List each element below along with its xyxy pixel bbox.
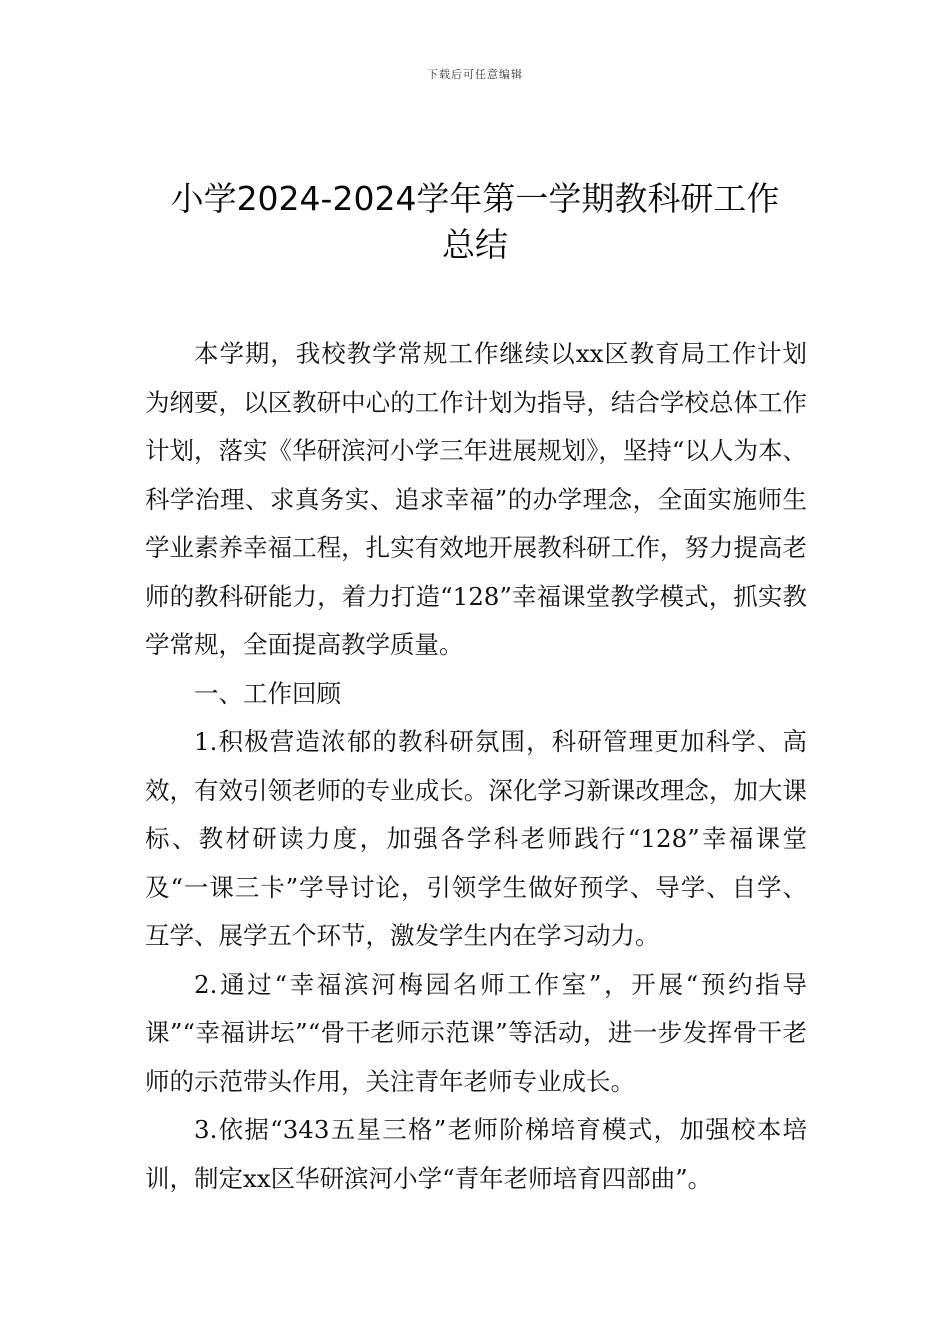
paragraph-item-1: 1.积极营造浓郁的教科研氛围，科研管理更加科学、高效，有效引领老师的专业成长。深化学习新课改理念，加大课标、教材研读力度，加强各学科老师践行“128”幸福课堂及“一课三卡”学导讨论，引领学生做好预学、导学、自学、互学、展学五个环节，激发学生内在学习动力。: [145, 727, 807, 950]
document-body: [145, 330, 807, 1203]
paragraph-item-2: 2.通过“幸福滨河梅园名师工作室”，开展“预约指导课”“幸福讲坛”“骨干老师示范课”等活动，进一步发挥骨干老师的示范带头作用，关注青年老师专业成长。: [145, 969, 807, 1096]
section-heading-review: 一、工作回顾: [194, 678, 341, 708]
paragraph-item-3: 3.依据“343五星三格”老师阶梯培育模式，加强校本培训，制定xx区华研滨河小学“青年老师培育四部曲”。: [145, 1115, 807, 1193]
title-line-1: 小学2024-2024学年第一学期教科研工作: [170, 179, 780, 218]
paragraph-intro: 本学期，我校教学常规工作继续以xx区教育局工作计划为纲要，以区教研中心的工作计划为指导，结合学校总体工作计划，落实《华研滨河小学三年进展规划》，坚持“以人为本、科学治理、求真务实、追求幸福”的办学理念，全面实施师生学业素养幸福工程，扎实有效地开展教科研工作，努力提高老师的教科研能力，着力打造“128”幸福课堂教学模式，抓实教学常规，全面提高教学质量。: [145, 339, 807, 659]
header-note: 下载后可任意编辑: [427, 68, 523, 81]
document-title: [120, 176, 830, 268]
title-line-2: 总结: [442, 225, 508, 264]
